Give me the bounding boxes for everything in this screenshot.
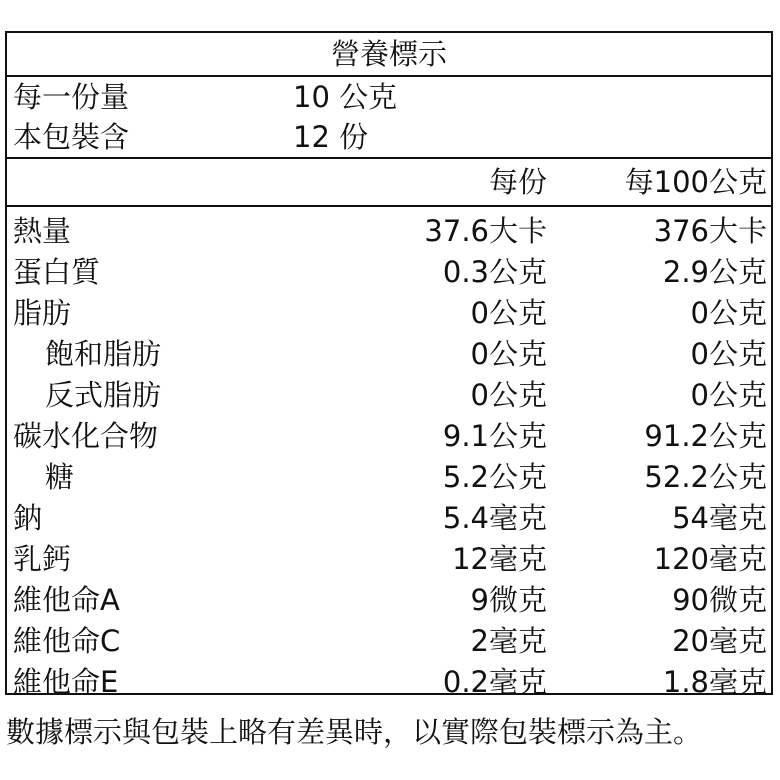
nutrient-per-serving: 2毫克: [470, 624, 547, 658]
nutrient-per-100g: 1.8毫克: [662, 665, 767, 699]
nutrient-per-serving: 5.4毫克: [442, 501, 547, 535]
nutrient-per-100g: 0公克: [690, 296, 767, 330]
nutrient-per-100g: 120毫克: [653, 542, 767, 576]
serving-size-row: [7, 77, 771, 117]
column-header-per-serving: 每份: [488, 165, 547, 199]
nutrient-row: [7, 662, 771, 703]
nutrient-per-100g: 2.9公克: [662, 255, 767, 289]
nutrient-per-serving: 9.1公克: [442, 419, 547, 453]
nutrient-row: [7, 375, 771, 416]
nutrient-per-100g: 0公克: [690, 337, 767, 371]
nutrient-name: 維他命A: [13, 583, 120, 617]
nutrient-row: [7, 334, 771, 375]
column-header-per-100g: 每100公克: [624, 165, 767, 199]
nutrient-row: [7, 580, 771, 621]
nutrient-name: 蛋白質: [13, 255, 101, 289]
nutrition-facts-panel: [5, 31, 773, 699]
serving-size-value: 10 公克: [293, 80, 398, 114]
nutrient-per-100g: 90微克: [672, 583, 767, 617]
nutrient-row: [7, 416, 771, 457]
nutrient-per-serving: 5.2公克: [442, 460, 547, 494]
nutrient-per-serving: 0.2毫克: [442, 665, 547, 699]
nutrient-per-serving: 9微克: [470, 583, 547, 617]
nutrient-per-100g: 0公克: [690, 378, 767, 412]
nutrient-per-100g: 52.2公克: [644, 460, 767, 494]
serving-info: [7, 77, 771, 159]
nutrient-name: 脂肪: [13, 296, 72, 330]
serving-size-label: 每一份量: [13, 80, 130, 114]
nutrient-per-100g: 376大卡: [653, 214, 767, 248]
nutrient-name: 糖: [45, 460, 75, 494]
panel-title: 營養標示: [7, 33, 771, 77]
servings-per-package-value: 12 份: [293, 120, 369, 154]
nutrient-row: [7, 293, 771, 334]
servings-per-package-row: [7, 117, 771, 157]
nutrient-per-serving: 0公克: [470, 378, 547, 412]
column-header-row: [7, 159, 771, 207]
footnote: 數據標示與包裝上略有差異時，以實際包裝標示為主。: [6, 715, 703, 749]
nutrient-per-100g: 20毫克: [672, 624, 767, 658]
nutrient-per-serving: 0公克: [470, 296, 547, 330]
nutrient-row: [7, 498, 771, 539]
nutrient-name: 維他命E: [13, 665, 119, 699]
nutrient-table: [7, 207, 771, 703]
servings-per-package-label: 本包裝含: [13, 120, 130, 154]
nutrient-row: [7, 457, 771, 498]
nutrient-name: 乳鈣: [13, 542, 72, 576]
nutrient-name: 飽和脂肪: [45, 337, 162, 371]
nutrient-per-serving: 0公克: [470, 337, 547, 371]
nutrient-per-serving: 37.6大卡: [424, 214, 547, 248]
nutrient-row: [7, 539, 771, 580]
nutrient-name: 反式脂肪: [45, 378, 162, 412]
nutrient-row: [7, 252, 771, 293]
nutrient-per-100g: 91.2公克: [644, 419, 767, 453]
nutrient-row: [7, 211, 771, 252]
nutrient-name: 熱量: [13, 214, 72, 248]
nutrient-name: 碳水化合物: [13, 419, 159, 453]
nutrient-per-serving: 12毫克: [452, 542, 547, 576]
nutrient-per-100g: 54毫克: [672, 501, 767, 535]
nutrient-name: 鈉: [13, 501, 43, 535]
nutrient-name: 維他命C: [13, 624, 121, 658]
nutrient-row: [7, 621, 771, 662]
nutrient-per-serving: 0.3公克: [442, 255, 547, 289]
